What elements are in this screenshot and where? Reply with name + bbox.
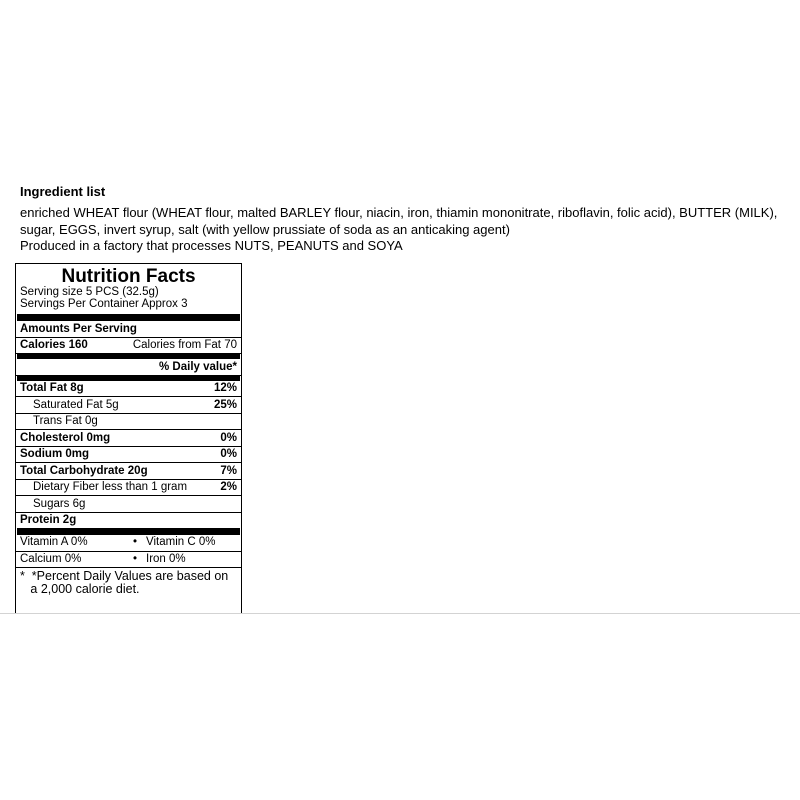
nutrient-row-dietary-fiber [16, 480, 241, 497]
nutrient-label: Saturated Fat 5g [33, 398, 119, 411]
vitamin-row [16, 535, 241, 552]
nutrient-label: Total Fat 8g [20, 382, 84, 394]
daily-value-header: % Daily value* [159, 360, 237, 373]
vitamin-row [16, 552, 241, 568]
nutrient-value: 7% [220, 464, 237, 477]
ingredient-line: enriched WHEAT flour (WHEAT flour, malted BARLEY flour, niacin, iron, thiamin mononitrate, riboflavin, folic acid), BUTTER (MILK), [20, 205, 778, 220]
nutrient-row-saturated-fat [16, 397, 241, 414]
amounts-per-serving [16, 321, 241, 338]
nutrient-row-total-fat [16, 381, 241, 398]
nutrient-label: Dietary Fiber less than 1 gram [33, 481, 188, 493]
ingredient-line: sugar, EGGS, invert syrup, salt (with yellow prussiate of soda as an anticaking agent) [20, 221, 510, 237]
servings-per-container: Servings Per Container Approx 3 [20, 297, 188, 310]
nutrient-value: 0% [220, 448, 237, 460]
nutrient-row-protein [16, 513, 241, 529]
daily-value-header-row [16, 359, 241, 376]
vitamin-c: Vitamin C 0% [146, 536, 216, 548]
nutrient-label: Cholesterol 0mg [20, 431, 111, 444]
factory-notice: Produced in a factory that processes NUTS, PEANUTS and SOYA [20, 238, 403, 253]
daily-value-footnote [16, 567, 241, 596]
nutrient-label: Total Carbohydrate 20g [20, 464, 148, 477]
nutrient-label: Sodium 0mg [20, 448, 90, 460]
serving-size: Serving size 5 PCS (32.5g) [20, 286, 159, 298]
bullet-separator: • [132, 536, 138, 548]
iron: Iron 0% [146, 552, 186, 565]
vitamin-a: Vitamin A 0% [20, 536, 88, 548]
nutrient-value: 0% [220, 431, 237, 444]
nutrient-label: Sugars 6g [33, 497, 86, 510]
nutrient-label: Protein 2g [20, 514, 77, 526]
thick-divider [17, 528, 240, 535]
nutrient-row-trans-fat [16, 414, 241, 431]
footnote-line: * *Percent Daily Values are based on [20, 569, 229, 583]
thick-divider [17, 314, 240, 321]
nutrient-row-total-carbohydrate [16, 463, 241, 480]
nutrition-facts-title: Nutrition Facts [61, 266, 196, 287]
ingredient-title: Ingredient list [20, 184, 106, 199]
nutrient-value: 2% [220, 481, 237, 493]
nutrient-value: 12% [213, 382, 237, 394]
calories-label: Calories 160 [20, 339, 88, 351]
footnote-line: a 2,000 calorie diet. [20, 582, 140, 596]
nutrient-value: 25% [213, 398, 237, 411]
calcium: Calcium 0% [20, 552, 82, 565]
nutrient-row-sodium [16, 447, 241, 464]
bullet-separator: • [132, 552, 138, 565]
page-divider [0, 613, 800, 614]
nutrient-row-cholesterol [16, 430, 241, 447]
nutrition-facts-panel [15, 263, 242, 613]
nutrient-row-sugars [16, 496, 241, 513]
amounts-header: Amounts Per Serving [20, 322, 137, 335]
calories-row [16, 338, 241, 355]
nutrient-label: Trans Fat 0g [33, 415, 98, 427]
calories-from-fat: Calories from Fat 70 [132, 339, 237, 351]
ingredient-section [20, 183, 795, 255]
